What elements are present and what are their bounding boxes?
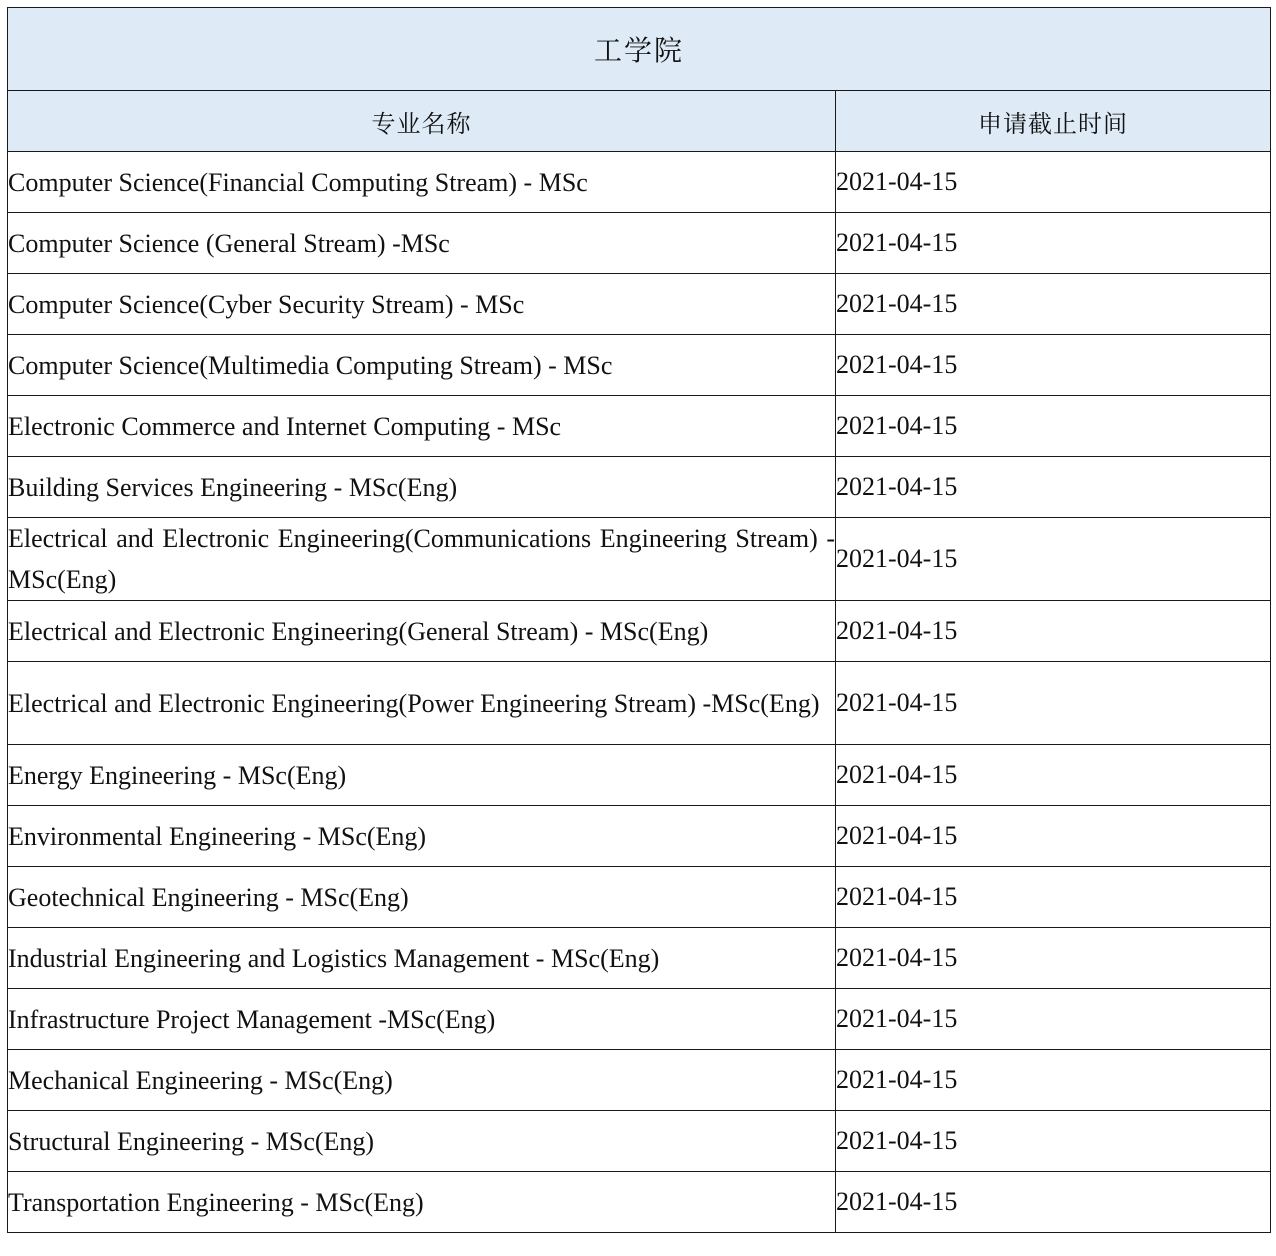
table-row [8,335,1271,396]
program-name-cell: Computer Science(Financial Computing Stream) - MSc [8,152,836,213]
program-name-cell: Computer Science(Multimedia Computing Stream) - MSc [8,335,836,396]
deadline-cell: 2021-04-15 [836,745,1271,806]
program-name-cell: Mechanical Engineering - MSc(Eng) [8,1050,836,1111]
table-row [8,1111,1271,1172]
deadline-cell: 2021-04-15 [836,1050,1271,1111]
program-name-cell: Electrical and Electronic Engineering(Communications Engineering Stream) -MSc(Eng) [8,518,836,601]
table-title: 工学院 [8,8,1271,91]
program-name-cell: Industrial Engineering and Logistics Management - MSc(Eng) [8,928,836,989]
deadline-cell: 2021-04-15 [836,601,1271,662]
table-row [8,213,1271,274]
program-name-cell: Transportation Engineering - MSc(Eng) [8,1172,836,1233]
program-name-cell: Structural Engineering - MSc(Eng) [8,1111,836,1172]
deadline-cell: 2021-04-15 [836,335,1271,396]
column-header-program-name: 专业名称 [8,91,836,152]
table-row [8,274,1271,335]
program-deadline-table-wrapper [7,7,1270,1233]
program-name-cell: Geotechnical Engineering - MSc(Eng) [8,867,836,928]
column-header-deadline: 申请截止时间 [836,91,1271,152]
deadline-cell: 2021-04-15 [836,152,1271,213]
deadline-cell: 2021-04-15 [836,213,1271,274]
table-row [8,989,1271,1050]
program-name-cell: Building Services Engineering - MSc(Eng) [8,457,836,518]
deadline-cell: 2021-04-15 [836,867,1271,928]
deadline-cell: 2021-04-15 [836,457,1271,518]
table-row [8,806,1271,867]
program-name-cell: Infrastructure Project Management -MSc(Eng) [8,989,836,1050]
program-name-cell: Computer Science(Cyber Security Stream) - MSc [8,274,836,335]
deadline-cell: 2021-04-15 [836,928,1271,989]
deadline-cell: 2021-04-15 [836,396,1271,457]
program-name-cell: Environmental Engineering - MSc(Eng) [8,806,836,867]
deadline-cell: 2021-04-15 [836,662,1271,745]
program-deadline-table [7,7,1271,1233]
deadline-cell: 2021-04-15 [836,1111,1271,1172]
program-name-cell: Electronic Commerce and Internet Computing - MSc [8,396,836,457]
table-row [8,662,1271,745]
program-name-cell: Electrical and Electronic Engineering(Power Engineering Stream) -MSc(Eng) [8,662,836,745]
program-name-cell: Computer Science (General Stream) -MSc [8,213,836,274]
table-row [8,518,1271,601]
deadline-cell: 2021-04-15 [836,806,1271,867]
program-name-cell: Energy Engineering - MSc(Eng) [8,745,836,806]
deadline-cell: 2021-04-15 [836,1172,1271,1233]
table-row [8,396,1271,457]
table-row [8,745,1271,806]
table-row [8,867,1271,928]
deadline-cell: 2021-04-15 [836,274,1271,335]
table-row [8,152,1271,213]
table-row [8,1050,1271,1111]
table-row [8,457,1271,518]
table-row [8,601,1271,662]
program-name-cell: Electrical and Electronic Engineering(General Stream) - MSc(Eng) [8,601,836,662]
table-row [8,1172,1271,1233]
deadline-cell: 2021-04-15 [836,989,1271,1050]
table-row [8,928,1271,989]
deadline-cell: 2021-04-15 [836,518,1271,601]
